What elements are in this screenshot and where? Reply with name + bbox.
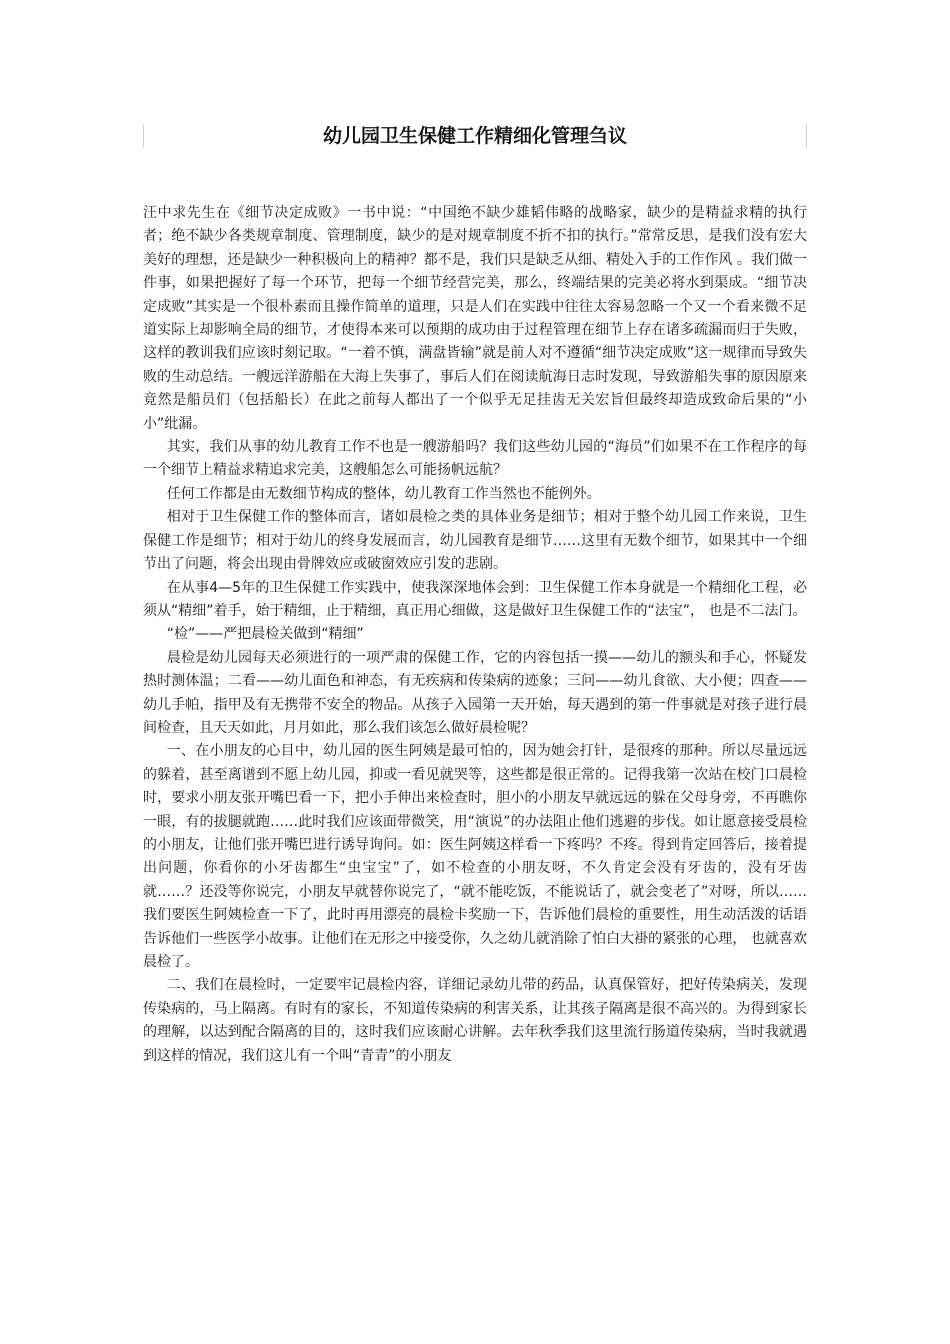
paragraph: 二、我们在晨检时，一定要牢记晨检内容，详细记录幼儿带的药品，认真保管好，把好传染病关，发现传染病的，马上隔离。有时有的家长，不知道传染病的利害关系，让其孩子隔离是很不高兴的。为得到家长的理解，以达到配合隔离的目的，这时我们应该耐心讲解。去年秋季我们这里流行肠道传染病，当时我就遇到这样的情况，我们这儿有一个叫“青青”的小朋友	[143, 977, 807, 1064]
paragraph: 其实，我们从事的幼儿教育工作不也是一艘游船吗？我们这些幼儿园的“海员”们如果不在工作程序的每一个细节上精益求精追求完美，这艘船怎么可能扬帆远航？	[143, 439, 807, 479]
paragraph: 一、在小朋友的心目中，幼儿园的医生阿姨是最可怕的，因为她会打针，是很疼的那种。所以尽量远远的躲着，甚至离谱到不愿上幼儿园，抑或一看见就哭等，这些都是很正常的。记得我第一次站在校门口晨检时，要求小朋友张开嘴巴看一下，把小手伸出来检查时，胆小的小朋友早就远远的躲在父母身旁，不再瞧你一眼，有的拔腿就跑……此时我们应该面带微笑，用“演说”的办法阻止他们逃避的步伐。如让愿意接受晨检的小朋友，让他们张开嘴巴进行诱导询问。如：医生阿姨这样看一下疼吗？不疼。得到肯定回答后，接着提出问题，你看你的小牙齿都生“虫宝宝”了，如不检查的小朋友呀，不久肯定会没有牙齿的，没有牙齿就……？还没等你说完，小朋友早就替你说完了，“就不能吃饭，不能说话了，就会变老了”对呀，所以……我们要医生阿姨检查一下了，此时再用漂亮的晨检卡奖励一下，告诉他们晨检的重要性，用生动活泼的话语告诉他们一些医学小故事。让他们在无形之中接受你，久之幼儿就消除了怕白大褂的紧张的心理， 也就喜欢晨检了。	[143, 743, 807, 970]
paragraph-intro: 汪中求先生在《细节决定成败》一书中说：“中国绝不缺少雄韬伟略的战略家，缺少的是精益求精的执行者；绝不缺少各类规章制度、管理制度，缺少的是对规章制度不折不扣的执行。”常常反思，是我们没有宏大美好的理想，还是缺少一种积极向上的精神？都不是，我们只是缺乏从细、精处入手的工作作风 。我们做一件事，如果把握好了每一个环节，把每一个细节经营完美，那么，终端结果的完美必将水到渠成。“细节决定成败”其实是一个很朴素而且操作简单的道理，只是人们在实践中往往太容易忽略一个又一个看来微不足道实际上却影响全局的细节，才使得本来可以预期的成功由于过程管理在细节上存在诸多疏漏而归于失败，这样的教训我们应该时刻记取。“一着不慎，满盘皆输”就是前人对不遵循“细节决定成败”这一规律而导致失败的生动总结。一艘远洋游船在大海上失事了，事后人们在阅读航海日志时发现，导致游船失事的原因原来竟然是船员们（包括船长）在此之前每人都出了一个似乎无足挂齿无关宏旨但最终却造成致命后果的“小小”纰漏。	[143, 205, 807, 432]
section-heading: “检”——严把晨检关做到“精细”	[166, 626, 364, 643]
paragraph: 晨检是幼儿园每天必须进行的一项严肃的保健工作，它的内容包括一摸——幼儿的额头和手心，怀疑发热时测体温；二看——幼儿面色和神态，有无疾病和传染病的迹象；三问——幼儿食欲、大小便；四查——幼儿手帕，指甲及有无携带不安全的物品。从孩子入园第一天开始，每天遇到的第一件事就是对孩子进行晨间检查，且天天如此，月月如此，那么我们该怎么做好晨检呢？	[143, 649, 807, 736]
paragraph: 任何工作都是由无数细节构成的整体，幼儿教育工作当然也不能例外。	[166, 485, 601, 502]
paragraph: 相对于卫生保健工作的整体而言，诸如晨检之类的具体业务是细节；相对于整个幼儿园工作来说，卫生保健工作是细节；相对于幼儿的终身发展而言，幼儿园教育是细节……这里有无数个细节，如果其中一个细节出了问题，将会出现由骨牌效应或破窗效应引发的悲剧。	[143, 509, 807, 573]
document-body	[143, 202, 807, 1068]
paragraph: 在从事4—5年的卫生保健工作实践中，使我深深地体会到：卫生保健工作本身就是一个精细化工程，必须从“精细”着手，始于精细，止于精细，真正用心细做，这是做好卫生保健工作的“法宝”， 也是不二法门。	[143, 579, 807, 619]
document-title: 幼儿园卫生保健工作精细化管理刍议	[322, 125, 627, 147]
